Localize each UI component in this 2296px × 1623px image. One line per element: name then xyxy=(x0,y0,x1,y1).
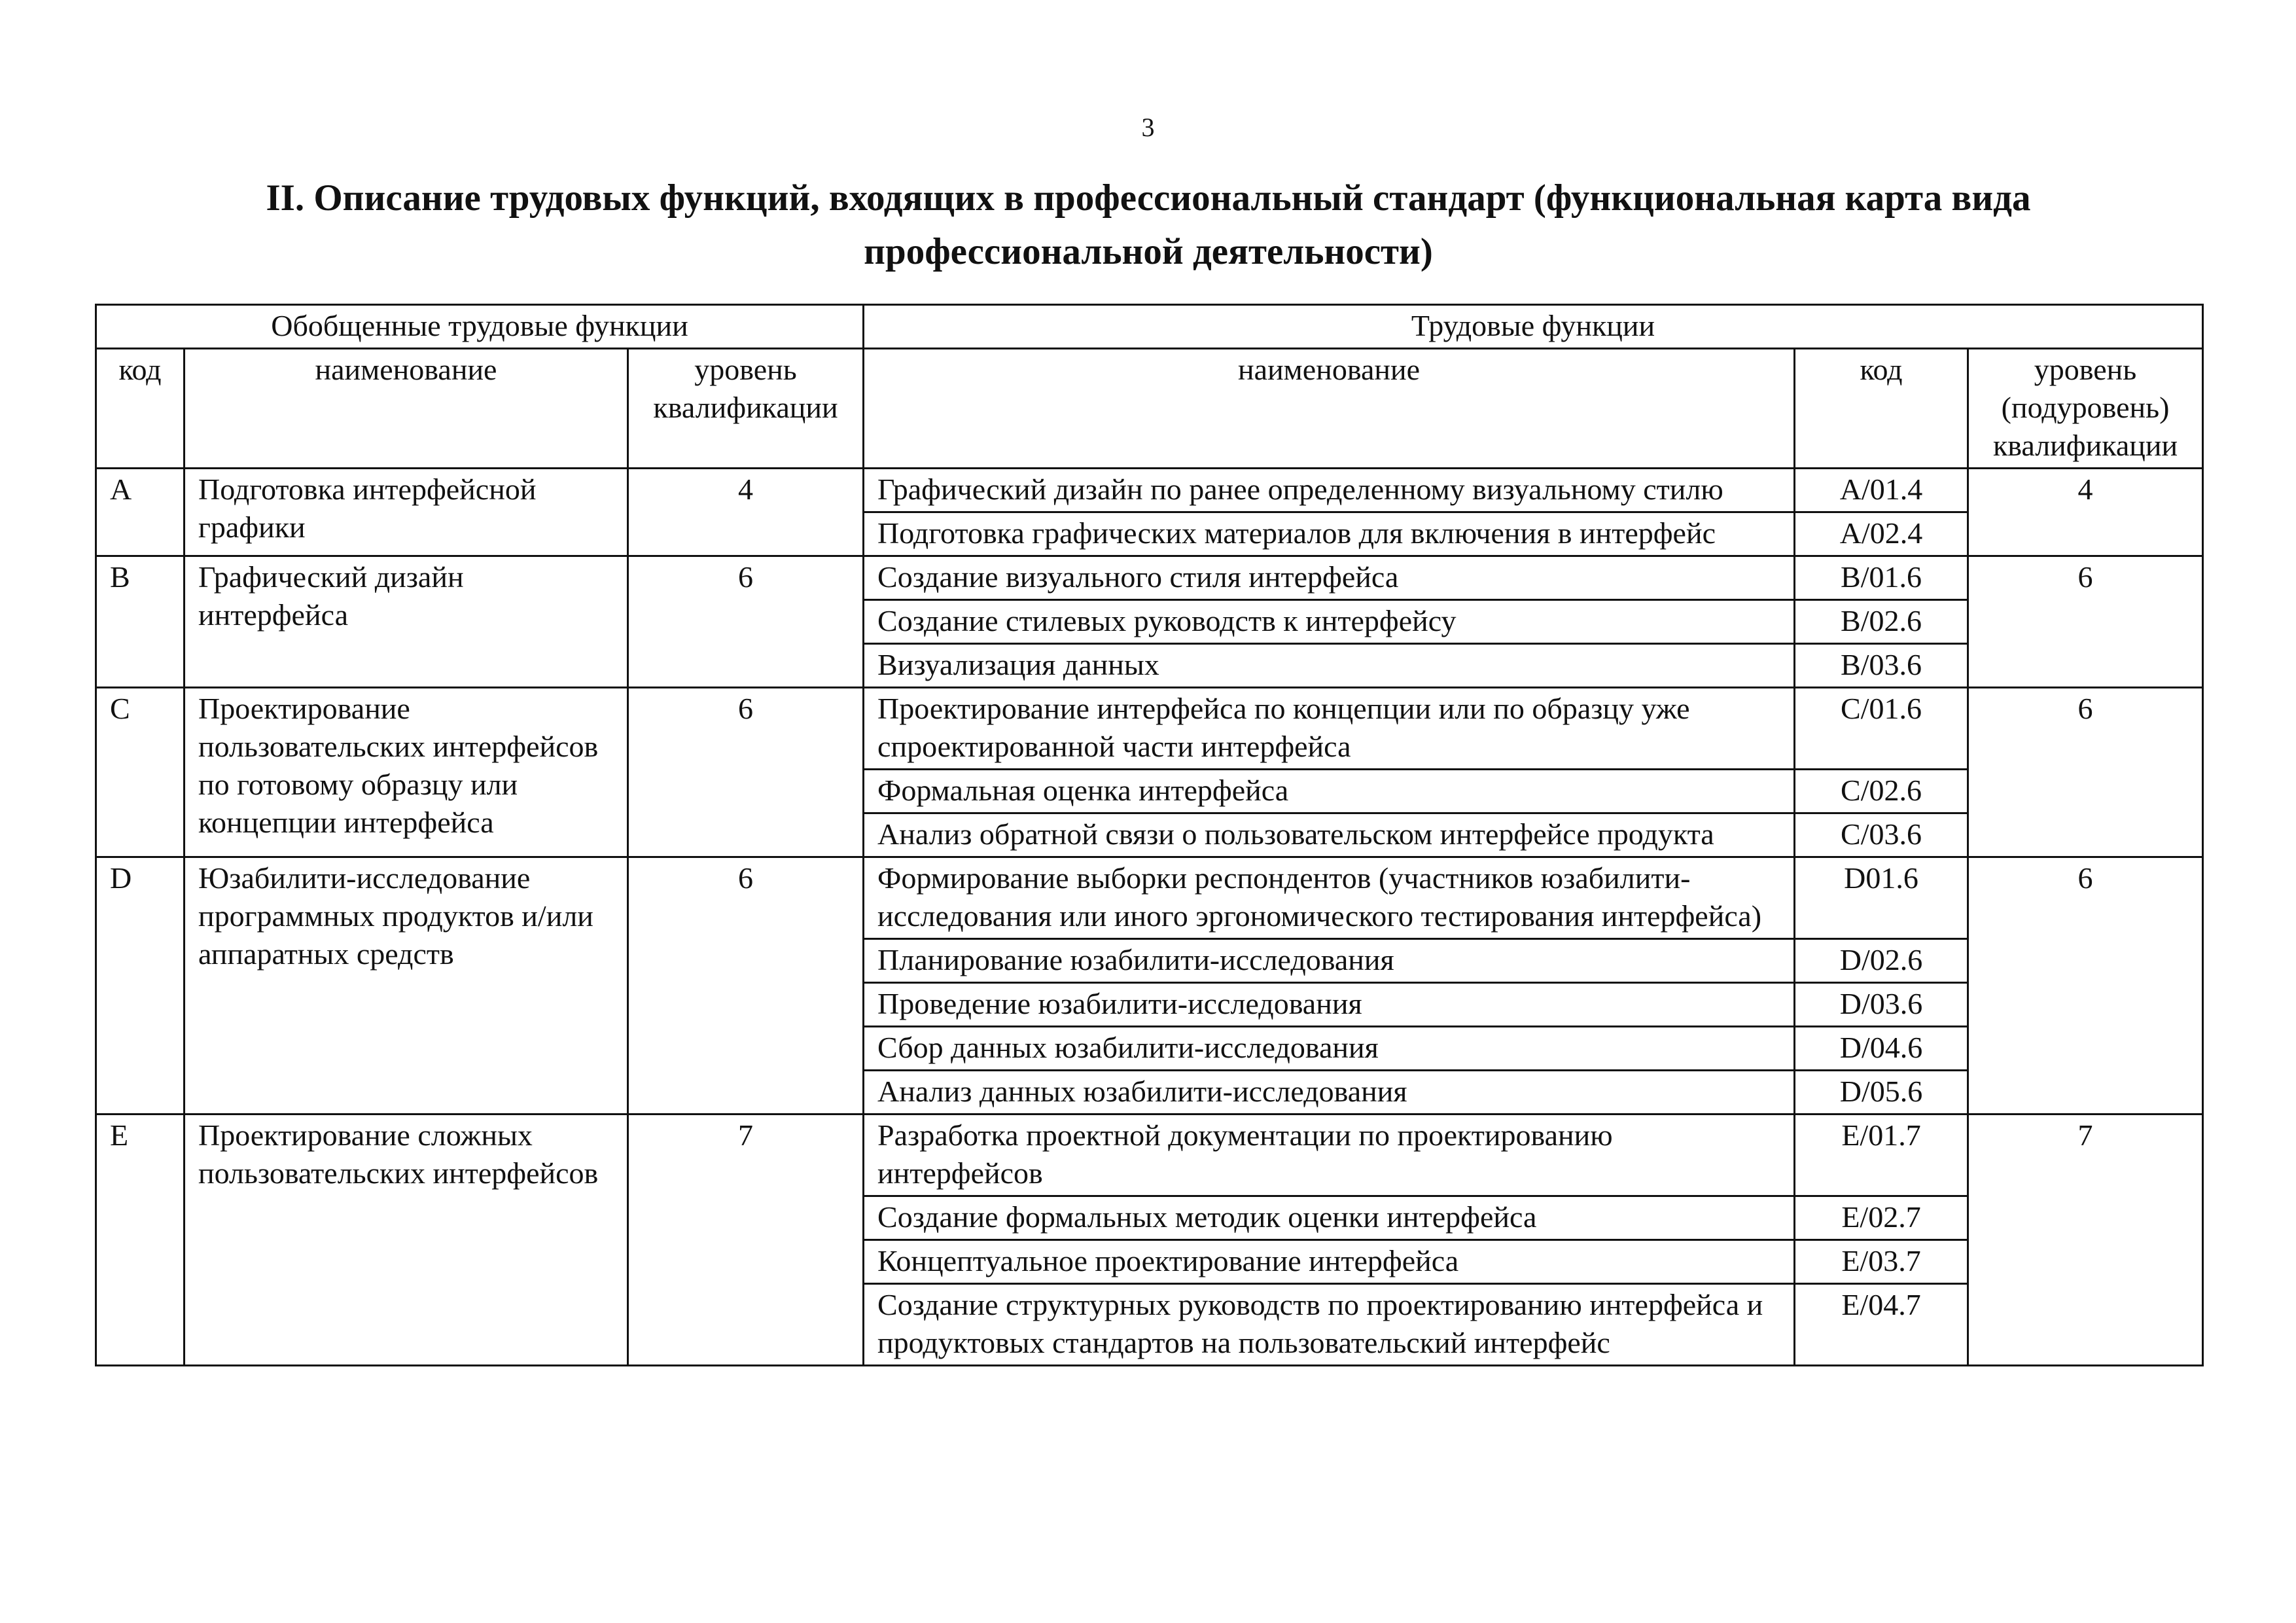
work-function-name: Разработка проектной документации по проектированию интерфейсов xyxy=(864,1115,1795,1196)
work-function-code: A/02.4 xyxy=(1795,512,1968,556)
work-functions-header: Трудовые функции xyxy=(864,305,2203,349)
work-function-level: 6 xyxy=(1968,688,2203,857)
work-function-name: Концептуальное проектирование интерфейса xyxy=(864,1240,1795,1284)
work-function-name: Создание визуального стиля интерфейса xyxy=(864,556,1795,600)
work-function-code: A/01.4 xyxy=(1795,469,1968,512)
table-row xyxy=(96,556,2203,600)
generalized-function-name: Проектирование сложных пользовательских интерфейсов xyxy=(185,1115,628,1366)
work-function-name: Графический дизайн по ранее определенному визуальному стилю xyxy=(864,469,1795,512)
table-row xyxy=(96,688,2203,770)
generalized-function-name: Подготовка интерфейсной графики xyxy=(185,469,628,556)
name-column-header: наименование xyxy=(185,349,628,469)
work-function-code: B/01.6 xyxy=(1795,556,1968,600)
work-function-name: Планирование юзабилити-исследования xyxy=(864,939,1795,983)
work-function-code: E/03.7 xyxy=(1795,1240,1968,1284)
generalized-function-level: 6 xyxy=(628,556,864,688)
work-function-name: Анализ обратной связи о пользовательском интерфейсе продукта xyxy=(864,813,1795,857)
table-row xyxy=(96,857,2203,939)
work-function-name: Создание структурных руководств по проектированию интерфейса и продуктовых стандартов на пользовательский интерфейс xyxy=(864,1284,1795,1366)
generalized-function-level: 4 xyxy=(628,469,864,556)
work-function-code: E/01.7 xyxy=(1795,1115,1968,1196)
level-column-header: уровень квалификации xyxy=(628,349,864,469)
work-function-level: 6 xyxy=(1968,857,2203,1115)
generalized-function-code: E xyxy=(96,1115,185,1366)
work-function-name: Сбор данных юзабилити-исследования xyxy=(864,1027,1795,1071)
generalized-function-code: D xyxy=(96,857,185,1115)
work-function-name: Формальная оценка интерфейса xyxy=(864,770,1795,813)
table-row xyxy=(96,1115,2203,1196)
work-function-code: D/05.6 xyxy=(1795,1071,1968,1115)
generalized-function-code: B xyxy=(96,556,185,688)
work-function-code: B/02.6 xyxy=(1795,600,1968,644)
column-header-row xyxy=(96,349,2203,469)
work-function-name: Анализ данных юзабилити-исследования xyxy=(864,1071,1795,1115)
work-function-name: Визуализация данных xyxy=(864,644,1795,688)
work-function-code: E/02.7 xyxy=(1795,1196,1968,1240)
generalized-functions-header: Обобщенные трудовые функции xyxy=(96,305,864,349)
functional-map-table xyxy=(95,304,2204,1366)
code-column-header: код xyxy=(96,349,185,469)
work-function-code: D/03.6 xyxy=(1795,983,1968,1027)
page-number: 3 xyxy=(1141,113,1155,142)
work-function-code: C/03.6 xyxy=(1795,813,1968,857)
work-function-code: C/02.6 xyxy=(1795,770,1968,813)
generalized-function-level: 7 xyxy=(628,1115,864,1366)
work-function-name: Подготовка графических материалов для включения в интерфейс xyxy=(864,512,1795,556)
work-function-level: 6 xyxy=(1968,556,2203,688)
work-function-name: Создание стилевых руководств к интерфейсу xyxy=(864,600,1795,644)
generalized-function-level: 6 xyxy=(628,857,864,1115)
function-level-column-header: уровень (подуровень) квалификации xyxy=(1968,349,2203,469)
functional-map-body xyxy=(96,305,2203,1366)
generalized-function-name: Юзабилити-исследование программных продуктов и/или аппаратных средств xyxy=(185,857,628,1115)
work-function-code: C/01.6 xyxy=(1795,688,1968,770)
work-function-level: 7 xyxy=(1968,1115,2203,1366)
function-code-column-header: код xyxy=(1795,349,1968,469)
work-function-code: E/04.7 xyxy=(1795,1284,1968,1366)
work-function-name: Проведение юзабилити-исследования xyxy=(864,983,1795,1027)
table-row xyxy=(96,469,2203,512)
generalized-function-name: Проектирование пользовательских интерфейсов по готовому образцу или концепции интерфейса xyxy=(185,688,628,857)
work-function-code: B/03.6 xyxy=(1795,644,1968,688)
work-function-name: Создание формальных методик оценки интерфейса xyxy=(864,1196,1795,1240)
generalized-function-code: A xyxy=(96,469,185,556)
generalized-function-level: 6 xyxy=(628,688,864,857)
group-header-row xyxy=(96,305,2203,349)
work-function-code: D01.6 xyxy=(1795,857,1968,939)
work-function-level: 4 xyxy=(1968,469,2203,556)
function-name-column-header: наименование xyxy=(864,349,1795,469)
generalized-function-code: C xyxy=(96,688,185,857)
page-title: II. Описание трудовых функций, входящих в профессиональный стандарт (функциональная карта вида профессиональной деятельности) xyxy=(266,177,2031,272)
work-function-code: D/04.6 xyxy=(1795,1027,1968,1071)
work-function-name: Формирование выборки респондентов (участников юзабилити-исследования или иного эргономического тестирования интерфейса) xyxy=(864,857,1795,939)
work-function-name: Проектирование интерфейса по концепции или по образцу уже спроектированной части интерфейса xyxy=(864,688,1795,770)
work-function-code: D/02.6 xyxy=(1795,939,1968,983)
generalized-function-name: Графический дизайн интерфейса xyxy=(185,556,628,688)
